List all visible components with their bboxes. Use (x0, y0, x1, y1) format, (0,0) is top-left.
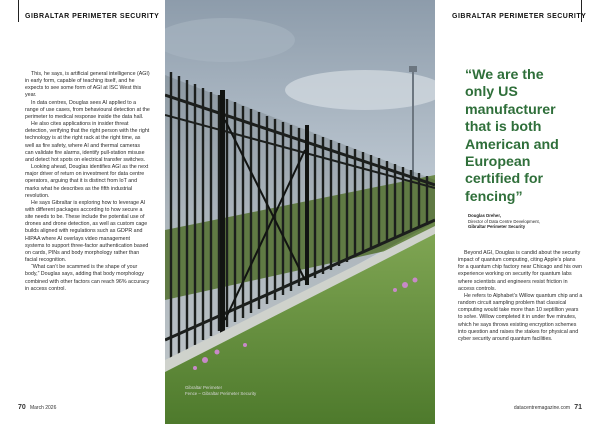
fence-photo-illustration (165, 0, 435, 424)
paragraph: Beyond AGI, Douglas is candid about the security impact of quantum computing, citing Apple’s plans for a quantum chip factory near Chicago and his own experience working on security for quantum labs where scientists and engineers resist friction in access controls. (458, 250, 582, 292)
right-folio (514, 404, 582, 411)
caption-line: Fence – Gibraltar Perimeter Security (185, 391, 257, 396)
header-rule (18, 0, 19, 22)
website: datacentremagazine.com (513, 405, 571, 411)
attribution-role: Director of Data Centre Development, (468, 218, 540, 224)
paragraph: This, he says, is artificial general intelligence (AGI) in early form, capable of teaching itself, and he expects to see some form of AGI at ISC West this year. (25, 71, 150, 99)
fence-photo (165, 0, 435, 424)
page-number: 71 (574, 404, 582, 411)
section-header: GIBRALTAR PERIMETER SECURITY (25, 13, 160, 20)
paragraph: He refers to Alphabet’s Willow quantum chip and a random circuit sampling problem that classical computing would take more than 10 septillion years to solve. Willow completed it in under five minutes, which he says throws existing encryption schemes into question and raises the stakes for physical and cyber security around quantum facilities. (458, 292, 583, 342)
attribution-name: Douglas Dreher, (468, 213, 501, 218)
page-number: 70 (18, 404, 26, 411)
attribution-company: Gibraltar Perimeter Security (468, 224, 526, 230)
issue-date: March 2026 (29, 405, 57, 411)
quote-attribution (468, 213, 578, 230)
paragraph: In data centres, Douglas sees AI applied to a range of use cases, from behavioural detection at the perimeter to medical response inside the data hall. (25, 99, 150, 120)
article-column-right (458, 250, 583, 343)
paragraph: Looking ahead, Douglas identifies AGI as the next major driver of return on investment for data centre operators, arguing that it is distinct from IoT and marks what he describes as the fifth industrial revolution. (25, 164, 149, 199)
left-folio (18, 404, 56, 411)
paragraph: He also cites applications in insider threat detection, verifying that the right person with the right technology is at the right rack at the right time, as well as fire safety, where AI and thermal cameras can validate fire alarms, identify pull-station misuse and detect hot spots on electrical transfer switches. (25, 121, 150, 163)
paragraph: “What can’t be scammed is the shape of your body,” Douglas says, adding that body morphology combined with other factors can reach 96% accuracy in access control. (25, 264, 150, 292)
pull-quote: “We are the only US manufacturer that is both American and European certified for fencing” (465, 67, 559, 205)
paragraph: He says Gibraltar is exploring how to leverage AI with different packages according to how secure a site needs to be. These include the potential use of drones and drone detection, as well as custom cage builds aligned with regulations such as GDPR and HIPAA where AI overlays video management systems to support three-factor authentication based on cards, PINs and body morphology rather than facial recognition. (25, 199, 149, 264)
photo-caption (185, 385, 265, 397)
section-header: GIBRALTAR PERIMETER SECURITY (452, 13, 587, 20)
caption-line: Gibraltar Perimeter (185, 385, 223, 390)
article-column-left (25, 71, 150, 293)
